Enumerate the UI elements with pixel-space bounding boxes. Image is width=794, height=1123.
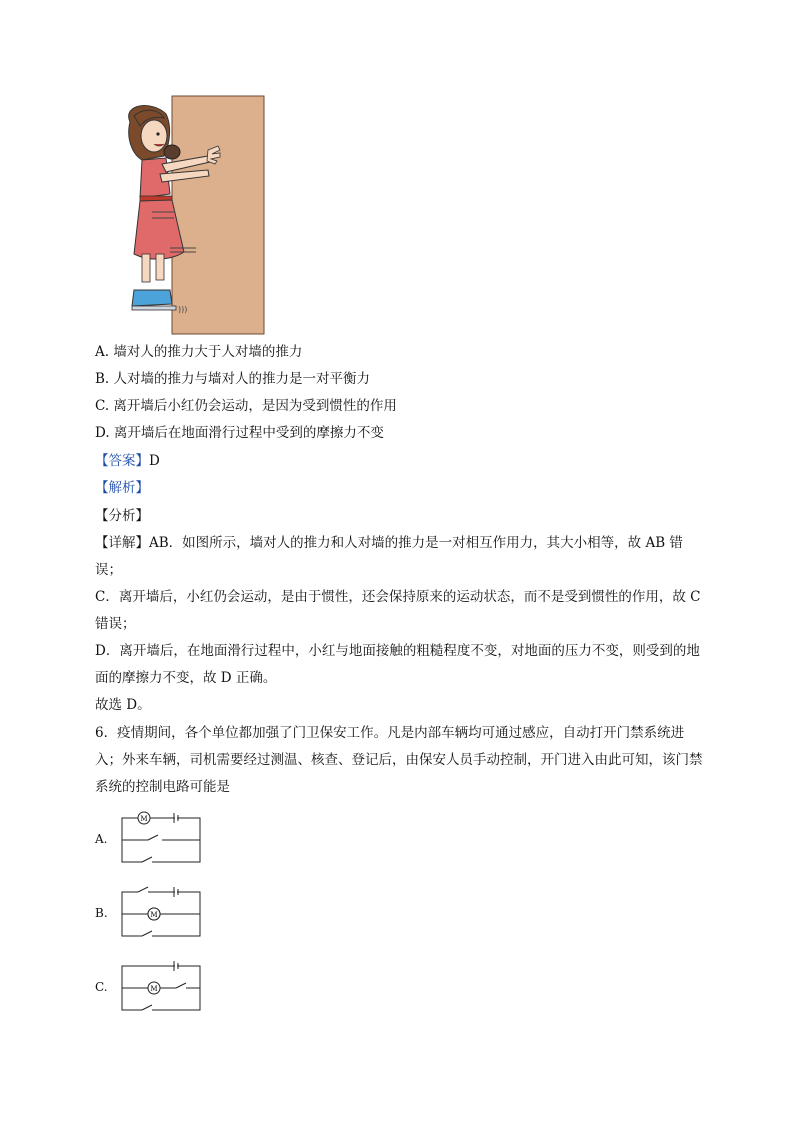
svg-text:))): ))) [178, 305, 188, 314]
circuit-b-label: B. [95, 906, 108, 920]
detail-p1-wrap [95, 530, 705, 584]
motor-symbol: M [150, 985, 158, 993]
option-c: C. 离开墙后小红仍会运动，是因为受到惯性的作用 [95, 398, 397, 414]
circuit-a-diagram [118, 808, 204, 866]
fenxi-heading: 【分析】 [95, 508, 149, 524]
answer-tag: 【答案】 [95, 453, 149, 469]
circuit-b-diagram [118, 882, 204, 940]
motor-symbol: M [150, 911, 158, 919]
wall [172, 96, 264, 334]
detail-p3: D．离开墙后，在地面滑行过程中，小红与地面接触的粗糙程度不变，对地面的压力不变，则受到的地面的摩擦力不变，故 D 正确。 [95, 643, 700, 686]
option-a: A. 墙对人的推力大于人对墙的推力 [95, 344, 303, 360]
circuit-c-label: C. [95, 980, 108, 994]
question-6-text: 6．疫情期间，各个单位都加强了门卫保安工作。凡是内部车辆均可通过感应，自动打开门禁系统进入；外来车辆，司机需要经过测温、核查、登记后，由保安人员手动控制，开门进入由此可知，该门禁系统的控制电路可能是 [95, 725, 703, 795]
detail-p4: 故选 D。 [95, 697, 151, 713]
option-d: D. 离开墙后在地面滑行过程中受到的摩擦力不变 [95, 425, 384, 441]
circuit-a-label: A. [95, 832, 108, 846]
circuit-c-diagram [118, 956, 204, 1014]
option-b: B. 人对墙的推力与墙对人的推力是一对平衡力 [95, 371, 371, 387]
answer-line [95, 451, 160, 471]
detail-p2: C．离开墙后，小红仍会运动，是由于惯性，还会保持原来的运动状态，而不是受到惯性的作用，故 C 错误； [95, 589, 701, 632]
jiexi-heading: 【解析】 [95, 480, 149, 496]
detail-p1: AB．如图所示，墙对人的推力和人对墙的推力是一对相互作用力，其大小相等，故 AB 错误； [95, 535, 683, 578]
motor-symbol: M [140, 815, 148, 823]
detail-tag: 【详解】 [95, 535, 149, 551]
answer-value: D [149, 453, 160, 469]
girl-pushing-wall-illustration [112, 94, 268, 338]
